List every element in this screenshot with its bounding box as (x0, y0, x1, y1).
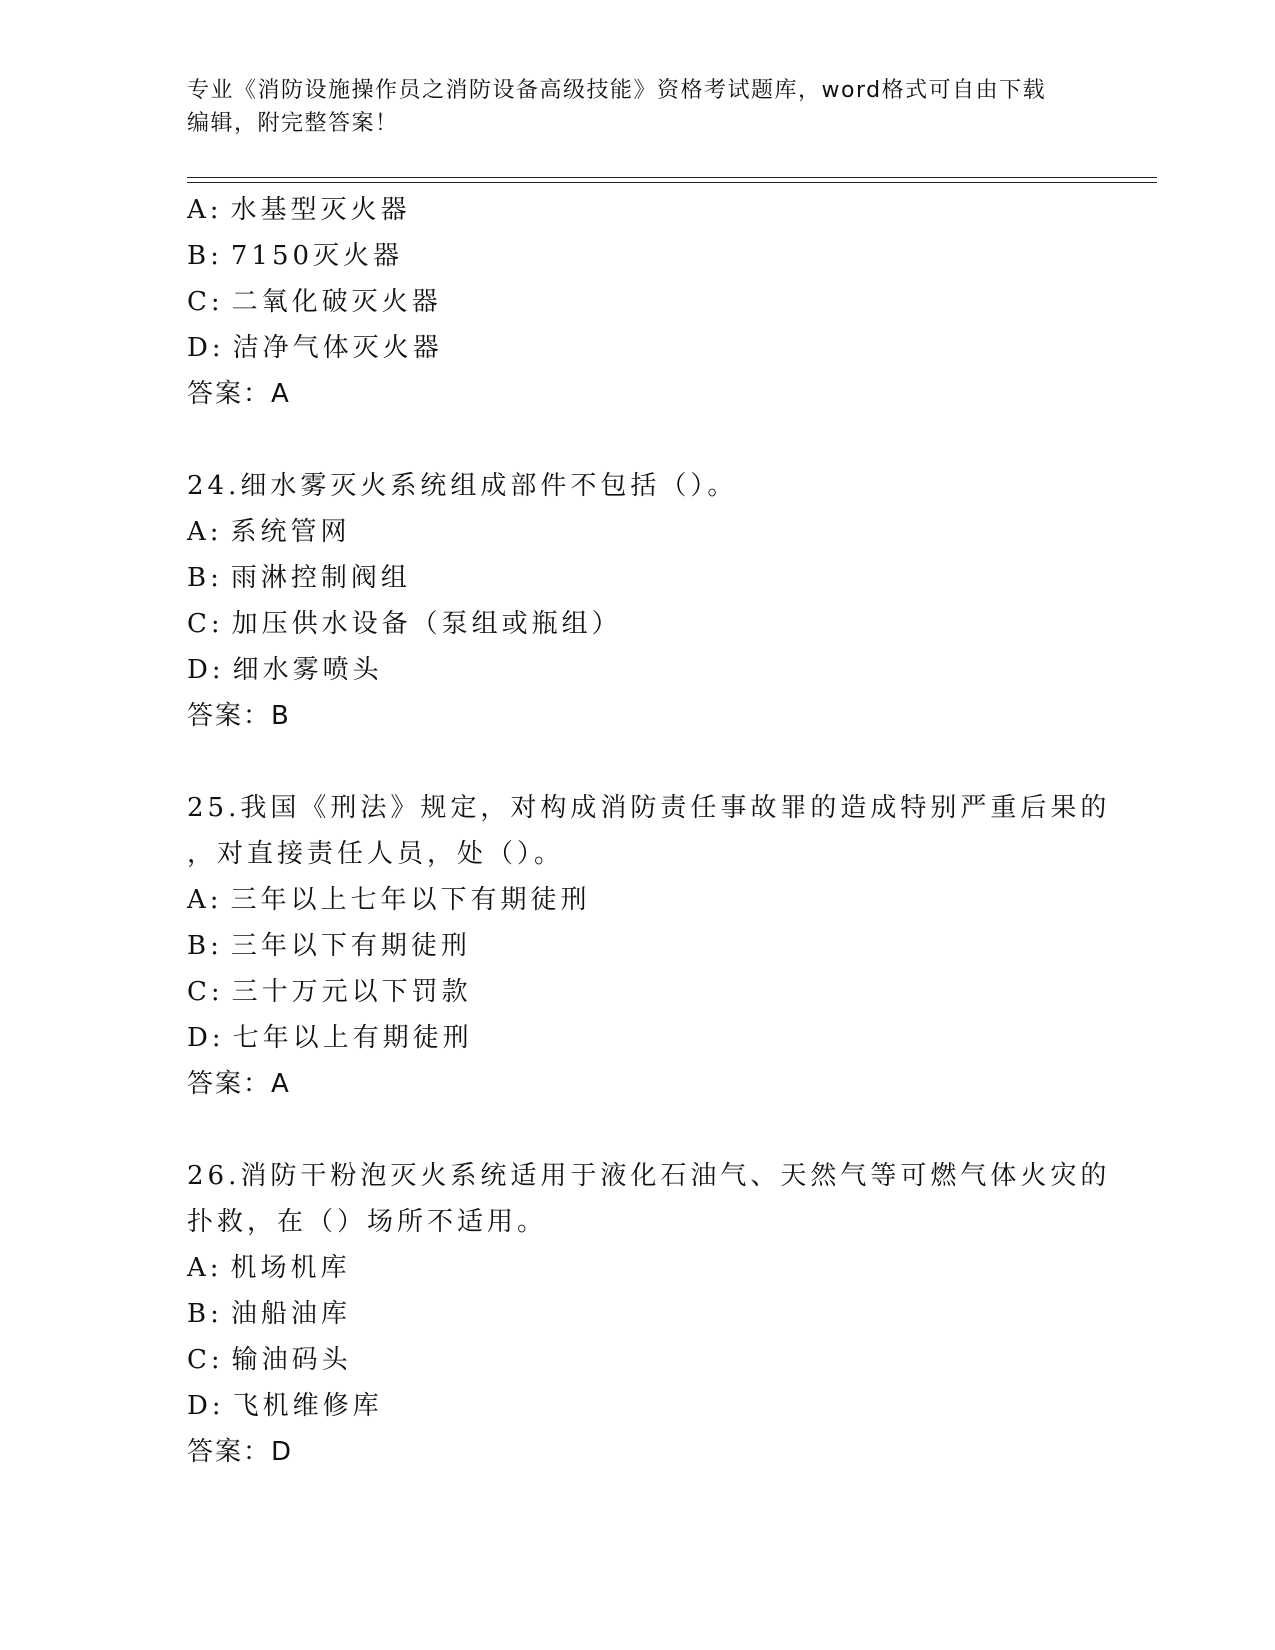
option-d: D: 飞机维修库 (187, 1391, 383, 1421)
question-23 (187, 187, 1087, 417)
option-d: D: 七年以上有期徒刑 (187, 1023, 473, 1053)
question-text-line-2: 扑救，在（）场所不适用。 (187, 1207, 548, 1237)
option-c: C: 二氧化破灭火器 (187, 287, 442, 317)
document-header: 专业《消防设施操作员之消防设备高级技能》资格考试题库，word格式可自由下载编辑，附完整答案！ (187, 78, 1047, 136)
option-b: B: 油船油库 (187, 1299, 351, 1329)
question-text-line-1: 26.消防干粉泡灭火系统适用于液化石油气、天然气等可燃气体火灾的 (187, 1161, 1111, 1191)
question-24 (187, 463, 1087, 739)
option-d: D: 细水雾喷头 (187, 655, 383, 685)
header-divider-bottom (187, 182, 1157, 183)
answer: 答案：A (187, 1069, 291, 1099)
answer: 答案：D (187, 1437, 294, 1467)
option-b: B: 雨淋控制阀组 (187, 563, 411, 593)
option-d: D: 洁净气体灭火器 (187, 333, 443, 363)
option-a: A: 水基型灭火器 (187, 195, 411, 225)
answer: 答案：B (187, 701, 291, 731)
question-text: 24.细水雾灭火系统组成部件不包括（）。 (187, 471, 738, 501)
header-divider-top (187, 177, 1157, 178)
option-b: B: 7150灭火器 (187, 241, 404, 271)
option-a: A: 系统管网 (187, 517, 351, 547)
option-a: A: 机场机库 (187, 1253, 351, 1283)
question-26 (187, 1153, 1111, 1475)
question-25 (187, 785, 1111, 1107)
option-b: B: 三年以下有期徒刑 (187, 931, 471, 961)
answer: 答案：A (187, 379, 291, 409)
option-a: A: 三年以上七年以下有期徒刑 (187, 885, 591, 915)
question-list (187, 187, 1111, 1475)
question-text-line-1: 25.我国《刑法》规定，对构成消防责任事故罪的造成特别严重后果的 (187, 793, 1111, 823)
option-c: C: 三十万元以下罚款 (187, 977, 472, 1007)
question-text-line-2: ，对直接责任人员，处（）。 (187, 839, 565, 869)
option-c: C: 输油码头 (187, 1345, 352, 1375)
option-c: C: 加压供水设备（泵组或瓶组） (187, 609, 622, 639)
